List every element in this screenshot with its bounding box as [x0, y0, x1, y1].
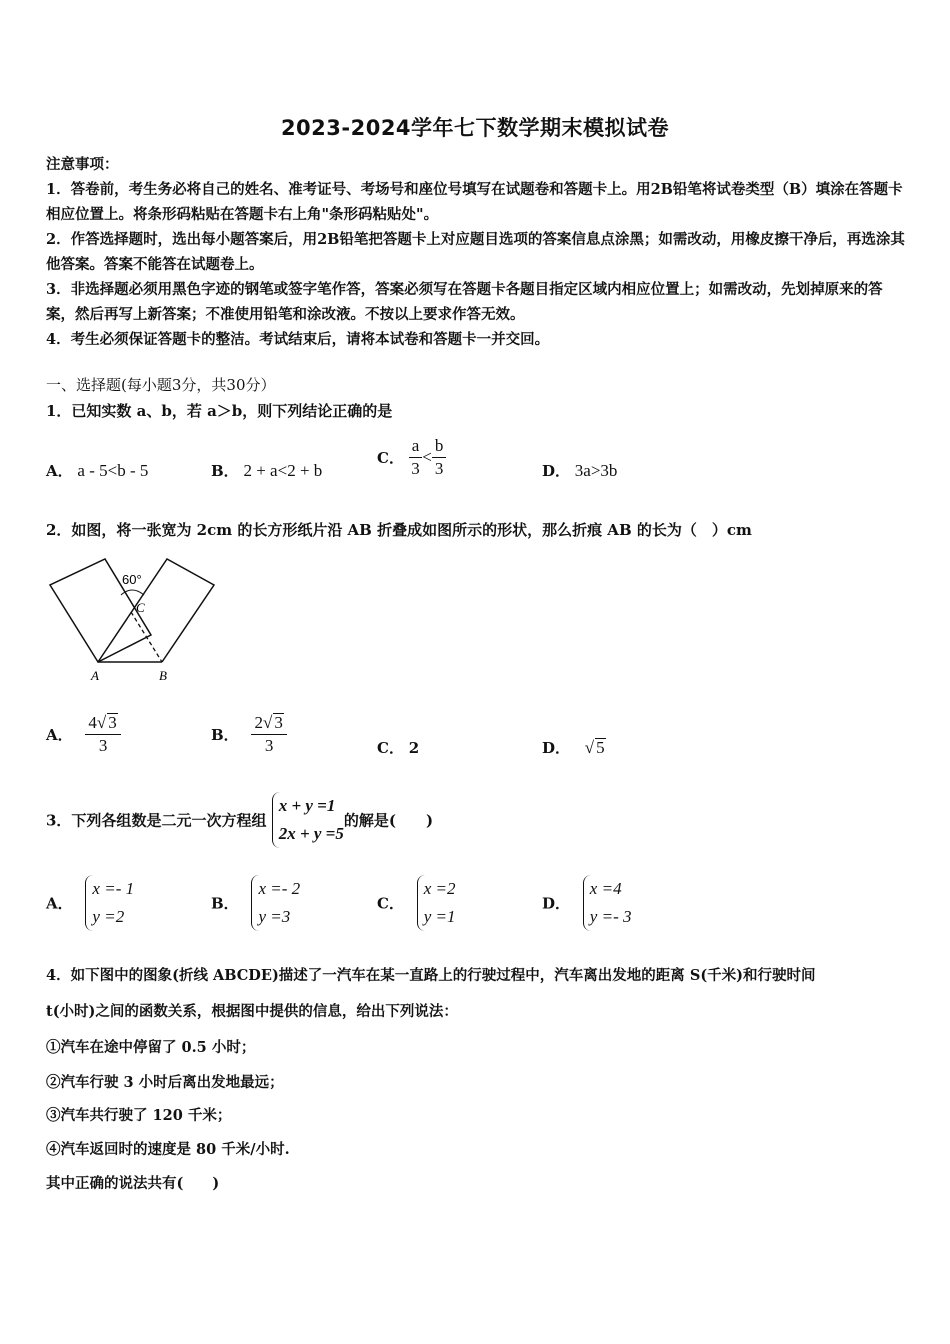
q3-stem: [46, 792, 433, 848]
operator: <: [422, 447, 432, 467]
equation-1: x + y =1: [278, 796, 336, 815]
option-value: 2 + a<2 + b: [243, 461, 323, 480]
solution-y: y =2: [92, 907, 125, 926]
q1-option-a: [46, 460, 148, 481]
radicand: 3: [108, 713, 117, 732]
q4-statement-3: ③汽车共行驶了 120 千米；: [46, 1107, 232, 1124]
q2-option-d: [542, 737, 606, 758]
notes-block: [46, 152, 908, 352]
q1-option-d: [542, 460, 617, 481]
q4-statement-4: ④汽车返回时的速度是 80 千米/小时.: [46, 1141, 290, 1158]
solution-system: [85, 875, 134, 931]
option-value: a - 5<b - 5: [77, 461, 149, 480]
equation-2: 2x + y =5: [278, 824, 344, 843]
solution-y: y =1: [423, 907, 456, 926]
option-label: A．: [46, 726, 73, 744]
option-value: 2: [408, 739, 420, 757]
angle-label: 60°: [122, 572, 142, 587]
fraction: [409, 435, 423, 480]
fraction: [85, 712, 120, 757]
point-a-label: A: [91, 668, 99, 683]
point-c-label: C: [136, 600, 145, 615]
equation-system: [272, 792, 344, 848]
solution-system: [417, 875, 456, 931]
coefficient: 2: [254, 713, 263, 732]
option-label: C．: [377, 449, 404, 467]
q3-option-b: [211, 875, 300, 931]
radicand: 5: [596, 738, 605, 757]
option-label: C．: [377, 739, 404, 757]
solution-x: x =2: [423, 879, 456, 898]
q3-stem-pre: 3．下列各组数是二元一次方程组: [46, 811, 267, 830]
dashed-line: [131, 612, 162, 662]
option-label: D．: [542, 894, 571, 913]
page-title: 2023-2024学年七下数学期末模拟试卷: [280, 116, 670, 140]
fraction: [432, 435, 447, 480]
option-value: √ 5: [584, 738, 605, 757]
q1-option-b: [211, 460, 322, 481]
q4-statement-2: ②汽车行驶 3 小时后离出发地最远；: [46, 1074, 284, 1091]
numerator: b: [432, 435, 447, 458]
q2-option-c: [377, 737, 419, 758]
numerator: a: [409, 435, 423, 458]
solution-y: y =3: [258, 907, 291, 926]
point-b-label: B: [159, 668, 167, 683]
note-item-4: 4．考生必须保证答题卡的整洁。考试结束后，请将本试卷和答题卡一并交回。: [46, 331, 550, 348]
denominator: 3: [264, 736, 274, 755]
option-label: B．: [211, 726, 239, 744]
option-label: B．: [211, 894, 239, 913]
q3-option-c: [377, 875, 456, 931]
q2-option-b: [211, 712, 287, 757]
q2-option-a: [46, 712, 121, 757]
solution-system: [583, 875, 632, 931]
denominator: 3: [98, 736, 108, 755]
option-label: A．: [46, 894, 73, 913]
fold-figure: [44, 555, 224, 687]
solution-y: y =- 3: [589, 907, 632, 926]
notes-heading: 注意事项：: [46, 156, 119, 173]
section-heading: 一、选择题(每小题3分，共30分）: [46, 376, 276, 394]
coefficient: 4: [88, 713, 97, 732]
solution-system: [251, 875, 300, 931]
option-label: D．: [542, 739, 571, 757]
q4-line-1: 4．如下图中的图象(折线 ABCDE)描述了一汽车在某一直路上的行驶过程中，汽车离出发地的距离 S(千米)和行驶时间: [46, 967, 816, 984]
q3-option-a: [46, 875, 134, 931]
q1-option-c: [377, 435, 446, 480]
numerator: 2√ 3: [251, 712, 286, 735]
q3-stem-post: 的解是( ): [343, 811, 434, 830]
option-label: D．: [542, 462, 571, 480]
note-item-2: 2．作答选择题时，选出每小题答案后，用2B铅笔把答题卡上对应题目选项的答案信息点涂黑；如需改动，用橡皮擦干净后，再选涂其他答案。答案不能答在试题卷上。: [46, 231, 905, 273]
option-label: C．: [377, 894, 404, 913]
option-label: A．: [46, 462, 73, 480]
numerator: 4√ 3: [85, 712, 120, 735]
q4-line-2: t(小时)之间的函数关系，根据图中提供的信息，给出下列说法：: [46, 1003, 458, 1020]
option-label: B．: [211, 462, 239, 480]
q4-statement-1: ①汽车在途中停留了 0.5 小时；: [46, 1039, 256, 1056]
option-value: 3a>3b: [574, 461, 618, 480]
note-item-3: 3．非选择题必须用黑色字迹的钢笔或签字笔作答，答案必须写在答题卡各题目指定区域内相应位置上；如需改动，先划掉原来的答案，然后再写上新答案；不准使用铅笔和涂改液。不按以上要求作答无效。: [46, 281, 883, 323]
note-item-1: 1．答卷前，考生务必将自己的姓名、准考证号、考场号和座位号填写在试题卷和答题卡上。用2B铅笔将试卷类型（B）填涂在答题卡相应位置上。将条形码粘贴在答题卡右上角"条形码粘贴处"。: [46, 181, 903, 223]
solution-x: x =- 2: [258, 879, 301, 898]
solution-x: x =4: [589, 879, 622, 898]
q4-question: 其中正确的说法共有( ): [46, 1175, 220, 1192]
fraction: [251, 712, 286, 757]
q1-stem: 1．已知实数 a、b，若 a＞b，则下列结论正确的是: [46, 402, 393, 420]
q2-stem: 2．如图，将一张宽为 2cm 的长方形纸片沿 AB 折叠成如图所示的形状，那么折痕 AB 的长为（ ）cm: [46, 521, 752, 539]
solution-x: x =- 1: [92, 879, 135, 898]
denominator: 3: [411, 459, 420, 478]
denominator: 3: [434, 459, 444, 478]
right-strip: [98, 559, 214, 662]
q3-option-d: [542, 875, 631, 931]
radicand: 3: [274, 713, 283, 732]
